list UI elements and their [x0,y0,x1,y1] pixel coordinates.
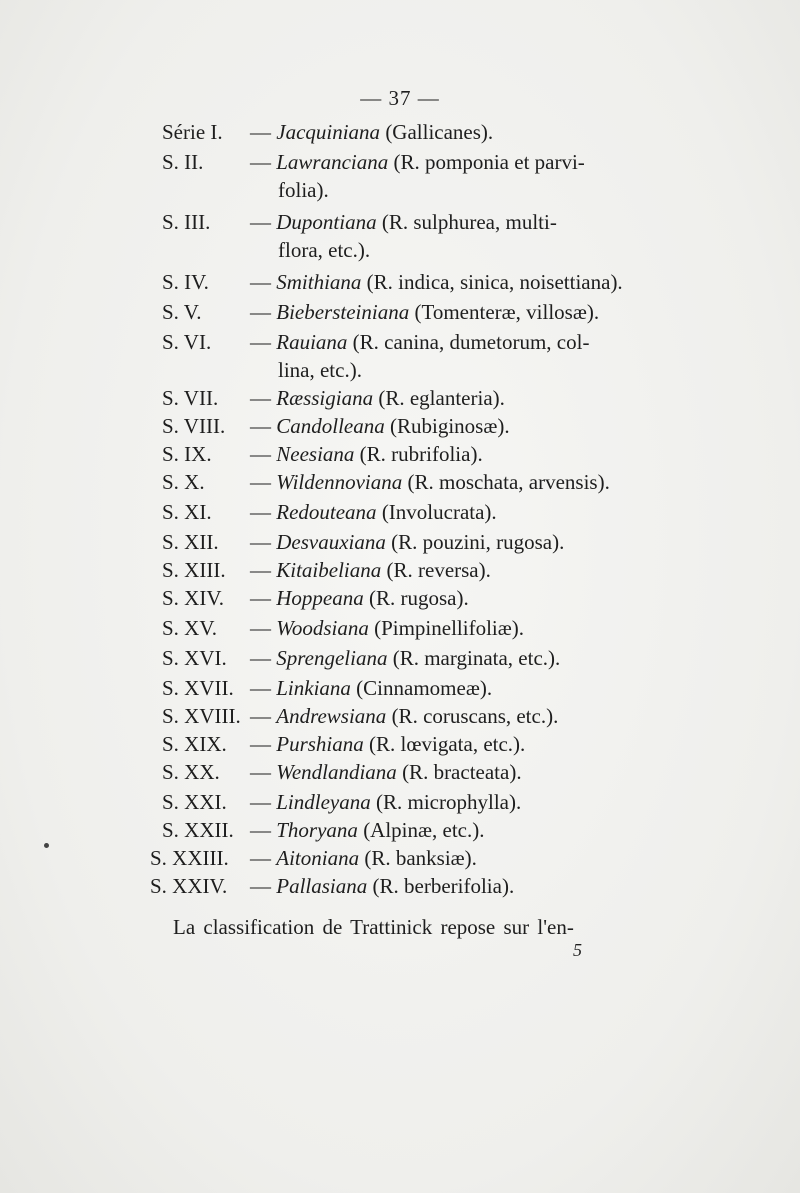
series-label: S. XII. [162,530,219,554]
series-label: S. XVII. [162,676,234,700]
series-description: (R. indica, sinica, noisettiana). [361,270,623,294]
series-label: S. V. [162,300,202,324]
series-description: (Involucrata). [376,500,497,524]
series-name: Linkiana [276,676,351,700]
series-text: — Neesiana (R. rubrifolia). [250,442,483,466]
series-label: S. XIV. [162,586,225,610]
series-text: — Woodsiana (Pimpinellifoliæ). [250,616,524,640]
series-name: Wendlandiana [276,760,397,784]
series-text: — Andrewsiana (R. coruscans, etc.). [250,704,559,728]
series-name: Woodsiana [276,616,369,640]
series-text: — Wildennoviana (R. moschata, arvensis). [250,470,610,494]
series-name: Redouteana [276,500,377,524]
series-name: Aitoniana [276,846,360,870]
series-description: (R. rubrifolia). [354,442,483,466]
series-description: (R. pomponia et parvi- [388,150,585,174]
series-name: Dupontiana [276,210,377,234]
series-label: S. XX. [162,760,220,784]
series-label: S. XXII. [162,818,234,842]
series-text: — Redouteana (Involucrata). [250,500,497,524]
series-label: Série I. [162,120,223,144]
series-label: S. XV. [162,616,218,640]
series-label: S. VI. [162,330,212,354]
series-text: — Wendlandiana (R. bracteata). [250,760,522,784]
series-text: — Pallasiana (R. berberifolia). [250,874,515,898]
series-text: — Rauiana (R. canina, dumetorum, col- [250,330,590,354]
series-description: (R. sulphurea, multi- [376,210,557,234]
series-text: — Linkiana (Cinnamomeæ). [250,676,493,700]
series-continuation: lina, etc.). [278,358,362,382]
series-text: — Biebersteiniana (Tomenteræ, villosæ). [250,300,600,324]
series-name: Hoppeana [276,586,364,610]
series-description: (R. banksiæ). [359,846,477,870]
series-name: Neesiana [276,442,355,466]
series-label: S. XXIV. [150,874,228,898]
series-text: — Thoryana (Alpinæ, etc.). [250,818,485,842]
series-label: S. XXIII. [150,846,229,870]
series-label: S. IX. [162,442,212,466]
series-text: — Dupontiana (R. sulphurea, multi- [250,210,557,234]
series-name: Desvauxiana [276,530,386,554]
series-label: S. XI. [162,500,212,524]
series-label: S. XXI. [162,790,227,814]
series-label: S. II. [162,150,204,174]
series-text: — Aitoniana (R. banksiæ). [250,846,477,870]
series-description: (Alpinæ, etc.). [357,818,485,842]
series-text: — Candolleana (Rubiginosæ). [250,414,510,438]
ink-speck [44,843,49,848]
series-name: Thoryana [276,818,358,842]
series-text: — Lindleyana (R. microphylla). [250,790,522,814]
series-name: Ræssigiana [276,386,374,410]
series-name: Lawranciana [276,150,389,174]
series-description: (R. eglanteria). [373,386,505,410]
series-text: — Jacquiniana (Gallicanes). [250,120,494,144]
series-text: — Hoppeana (R. rugosa). [250,586,469,610]
series-name: Jacquiniana [276,120,381,144]
series-description: (R. microphylla). [370,790,522,814]
series-name: Sprengeliana [276,646,388,670]
page-number: — 37 — [360,86,440,110]
series-label: S. III. [162,210,211,234]
series-description: (Cinnamomeæ). [350,676,493,700]
series-label: S. VIII. [162,414,226,438]
series-label: S. VII. [162,386,219,410]
series-label: S. XVI. [162,646,227,670]
series-text: — Lawranciana (R. pomponia et parvi- [250,150,585,174]
series-description: (R. moschata, arvensis). [402,470,610,494]
series-description: (Tomenteræ, villosæ). [409,300,600,324]
series-description: (Rubiginosæ). [384,414,510,438]
series-text: — Desvauxiana (R. pouzini, rugosa). [250,530,565,554]
series-text: — Purshiana (R. lœvigata, etc.). [250,732,526,756]
series-description: (Gallicanes). [380,120,494,144]
series-description: (Pimpinellifoliæ). [368,616,524,640]
series-continuation: flora, etc.). [278,238,371,262]
series-text: — Ræssigiana (R. eglanteria). [250,386,505,410]
series-description: (R. pouzini, rugosa). [385,530,565,554]
series-description: (R. canina, dumetorum, col- [347,330,590,354]
series-label: S. X. [162,470,205,494]
series-name: Candolleana [276,414,385,438]
series-description: (R. bracteata). [396,760,522,784]
series-text: — Smithiana (R. indica, sinica, noisettiana). [250,270,623,294]
series-label: S. IV. [162,270,209,294]
series-label: S. XVIII. [162,704,241,728]
series-name: Biebersteiniana [276,300,410,324]
series-name: Lindleyana [276,790,371,814]
signature-mark: 5 [573,940,582,960]
series-description: (R. reversa). [381,558,491,582]
series-name: Rauiana [276,330,348,354]
series-name: Andrewsiana [276,704,387,728]
series-label: S. XIX. [162,732,227,756]
series-name: Smithiana [276,270,362,294]
series-description: (R. berberifolia). [367,874,515,898]
series-name: Wildennoviana [276,470,403,494]
series-text: — Sprengeliana (R. marginata, etc.). [250,646,561,670]
closing-paragraph: La classification de Trattinick repose sur l'en- [173,915,574,939]
series-description: (R. lœvigata, etc.). [363,732,526,756]
series-text: — Kitaibeliana (R. reversa). [250,558,491,582]
series-description: (R. marginata, etc.). [387,646,561,670]
series-continuation: folia). [278,178,329,202]
series-name: Purshiana [276,732,364,756]
series-label: S. XIII. [162,558,226,582]
series-description: (R. coruscans, etc.). [386,704,559,728]
series-name: Pallasiana [276,874,368,898]
series-description: (R. rugosa). [363,586,469,610]
series-name: Kitaibeliana [276,558,382,582]
